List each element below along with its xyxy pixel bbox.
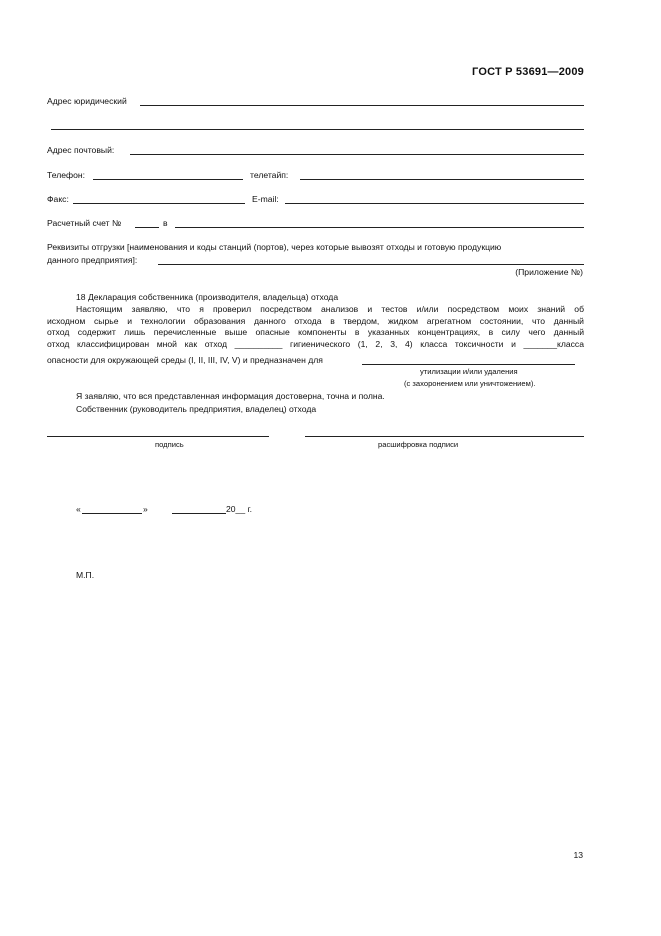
account-label: Расчетный счет № bbox=[47, 218, 122, 228]
signature-caption: подпись bbox=[155, 440, 184, 449]
date-day-field[interactable] bbox=[82, 513, 142, 514]
purpose-field[interactable] bbox=[362, 364, 575, 365]
page-number: 13 bbox=[573, 850, 583, 860]
fax-field[interactable] bbox=[73, 203, 245, 204]
address-legal-label: Адрес юридический bbox=[47, 96, 127, 106]
declaration-statement: Я заявляю, что вся представленная информация достоверна, точна и полна. bbox=[76, 391, 385, 401]
date-open-quote: « bbox=[76, 504, 81, 514]
declaration-heading: 18 Декларация собственника (производителя, владельца) отхода bbox=[76, 292, 339, 302]
shipping-label-line1: Реквизиты отгрузки [наименования и коды станций (портов), через которые вывозят отходы и готовую продукцию bbox=[47, 242, 502, 252]
account-number-field[interactable] bbox=[135, 227, 159, 228]
owner-label: Собственник (руководитель предприятия, владелец) отхода bbox=[76, 404, 317, 414]
email-field[interactable] bbox=[285, 203, 584, 204]
bank-field[interactable] bbox=[175, 227, 584, 228]
declaration-line: исходном сырье и технологии образования данного отхода в твердом, жидком агрегатном состоянии, что данный bbox=[47, 315, 584, 326]
declaration-last-line: опасности для окружающей среды (I, II, III, IV, V) и предназначен для bbox=[47, 355, 323, 365]
address-postal-label: Адрес почтовый: bbox=[47, 145, 115, 155]
date-month-field[interactable] bbox=[172, 513, 226, 514]
declaration-line: отход классифицирован мной как отход __________ гигиенического (1, 2, 3, 4) класса токсичности и _______класса bbox=[47, 338, 584, 349]
phone-field[interactable] bbox=[93, 179, 243, 180]
shipping-label-line2: данного предприятия]: bbox=[47, 255, 138, 265]
address-legal-field[interactable] bbox=[140, 105, 584, 106]
document-standard-number: ГОСТ Р 53691—2009 bbox=[472, 66, 584, 78]
shipping-field[interactable] bbox=[158, 264, 584, 265]
account-in-label: в bbox=[163, 218, 168, 228]
purpose-caption-1: утилизации и/или удаления bbox=[420, 367, 518, 376]
declaration-line: Настоящим заявляю, что я проверил посредством анализов и тестов и/или посредством моих знаний об bbox=[76, 304, 584, 314]
teletype-label: телетайп: bbox=[250, 170, 289, 180]
signature-decode-caption: расшифровка подписи bbox=[378, 440, 459, 449]
email-label: E-mail: bbox=[252, 194, 279, 204]
teletype-field[interactable] bbox=[300, 179, 584, 180]
date-close-quote: » bbox=[143, 504, 148, 514]
address-legal-field-2[interactable] bbox=[51, 129, 584, 130]
signature-decode-field[interactable] bbox=[305, 436, 584, 437]
appendix-label: (Приложение №) bbox=[515, 267, 583, 277]
signature-field[interactable] bbox=[47, 436, 269, 437]
declaration-paragraph bbox=[47, 304, 584, 350]
purpose-caption-2: (с захоронением или уничтожением). bbox=[404, 379, 536, 388]
stamp-place-label: М.П. bbox=[76, 570, 95, 580]
address-postal-field[interactable] bbox=[130, 154, 584, 155]
declaration-line: отход содержит лишь перечисленные выше опасные компоненты в указанных концентрациях, в силу чего данный bbox=[47, 327, 584, 338]
date-year-suffix: 20__ г. bbox=[226, 504, 252, 514]
fax-label: Факс: bbox=[47, 194, 69, 204]
phone-label: Телефон: bbox=[47, 170, 86, 180]
